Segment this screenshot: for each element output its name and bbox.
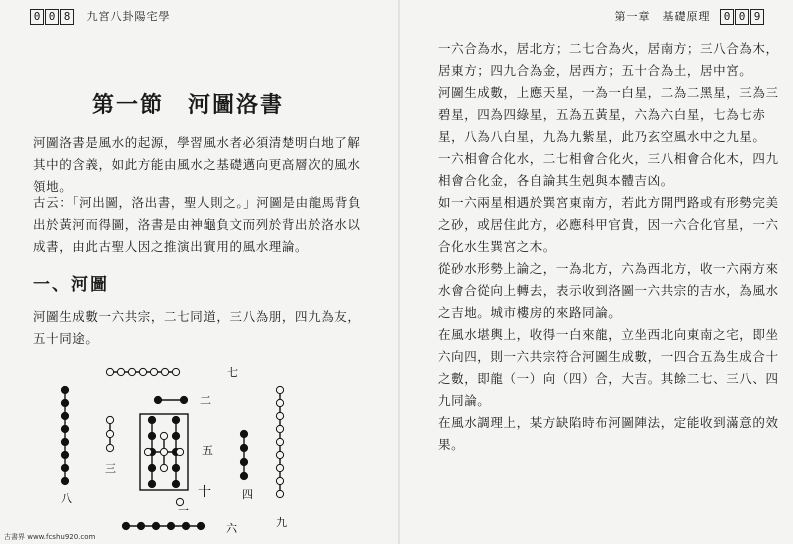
right-page bbox=[400, 0, 793, 544]
five-dot bbox=[176, 448, 183, 455]
label-two: 二 bbox=[200, 394, 211, 407]
right-page-header bbox=[615, 8, 766, 25]
four-dot bbox=[240, 444, 247, 451]
eight-dot bbox=[61, 451, 68, 458]
left-page-number bbox=[30, 9, 75, 25]
six-dot bbox=[122, 522, 129, 529]
footer-watermark: 古書界 www.fcshu920.com bbox=[4, 533, 96, 541]
eight-dot bbox=[61, 477, 68, 484]
nine-dot bbox=[276, 412, 283, 419]
right-paragraph-4: 如一六兩星相遇於巽宮東南方，若此方開門路或有形勢完美之砂，或居住此方，必應科甲官貴，因一六合化官星，一六合化水生巽宮之木。 bbox=[438, 195, 779, 254]
seven-dot bbox=[139, 368, 146, 375]
nine-dot bbox=[276, 399, 283, 406]
left-page-header bbox=[30, 8, 171, 25]
right-page-digit-2: 0 bbox=[735, 9, 749, 25]
seven-dot bbox=[172, 368, 179, 375]
right-paragraph-6: 在風水堪輿上，收得一白來龍，立坐西北向東南之宅，即坐六向四，則一六共宗符合河圖生成數，一四合五為生成合十之數，即龍（一）向（四）合，大吉。其餘二七、三八、四九同論。 bbox=[438, 327, 779, 408]
label-ten: 十 bbox=[198, 485, 212, 500]
six-dot bbox=[137, 522, 144, 529]
three-dot bbox=[106, 430, 113, 437]
six-dot bbox=[152, 522, 159, 529]
eight-dot bbox=[61, 412, 68, 419]
ten-dot bbox=[148, 416, 155, 423]
seven-dot bbox=[128, 368, 135, 375]
paragraph-2: 古云：「河出圖，洛出書，聖人則之。」河圖是由龍馬背負出於黃河而得圖，洛書是由神龜負文而列於背出於洛水以成書，由此古聖人因之推演出實用的風水理論。 bbox=[33, 195, 362, 254]
ten-dot bbox=[172, 432, 179, 439]
right-paragraph-5: 從砂水形勢上論之，一為北方，六為西北方，收一六兩方來水會合從向上轉去，表示收到洛圖一六共宗的吉水，為風水之吉地。城市樓房的來路同論。 bbox=[438, 261, 779, 320]
right-paragraph-7: 在風水調理上，某方缺陷時布河圖陣法，定能收到滿意的效果。 bbox=[438, 415, 779, 452]
label-seven: 七 bbox=[227, 366, 238, 379]
nine-dot bbox=[276, 464, 283, 471]
seven-dot bbox=[150, 368, 157, 375]
right-paragraph-1: 一六合為水，居北方；二七合為火，居南方；三八合為木，居東方；四九合為金，居西方；五十合為土，居中宮。 bbox=[438, 41, 779, 78]
label-five: 五 bbox=[202, 444, 213, 457]
paragraph-3: 河圖生成數一六共宗，二七同道，三八為朋，四九為友，五十同途。 bbox=[33, 309, 361, 346]
three-dot bbox=[106, 416, 113, 423]
seven-dot bbox=[106, 368, 113, 375]
three-dot bbox=[106, 444, 113, 451]
ten-dot bbox=[172, 480, 179, 487]
ten-dot bbox=[148, 480, 155, 487]
label-one: 一 bbox=[178, 504, 189, 517]
label-three: 三 bbox=[105, 462, 116, 475]
five-dot bbox=[160, 448, 167, 455]
ten-dot bbox=[148, 432, 155, 439]
four-dot bbox=[240, 430, 247, 437]
left-page-digit-3: 8 bbox=[60, 9, 74, 25]
nine-dot bbox=[276, 477, 283, 484]
right-page-body bbox=[438, 38, 783, 456]
five-dot bbox=[160, 432, 167, 439]
left-page-digit-2: 0 bbox=[45, 9, 59, 25]
seven-dot bbox=[161, 368, 168, 375]
subsection-title: 一、河圖 bbox=[33, 275, 109, 295]
five-dot bbox=[160, 464, 167, 471]
four-dot bbox=[240, 472, 247, 479]
paragraph-1: 河圖洛書是風水的起源，學習風水者必須清楚明白地了解其中的含義，如此方能由風水之基礎邁向更高層次的風水領地。 bbox=[33, 135, 361, 194]
seven-dot bbox=[117, 368, 124, 375]
right-page-digit-1: 0 bbox=[720, 9, 734, 25]
ten-dot bbox=[172, 416, 179, 423]
six-dot bbox=[197, 522, 204, 529]
two-dot bbox=[154, 396, 161, 403]
label-eight: 八 bbox=[61, 492, 72, 505]
ten-dot bbox=[172, 464, 179, 471]
right-paragraph-3: 一六相會合化水，二七相會合化火，三八相會合化木，四九相會合化金，各自論其生剋與本體吉凶。 bbox=[438, 151, 779, 188]
nine-dot bbox=[276, 386, 283, 393]
label-six: 六 bbox=[226, 522, 237, 535]
left-page-digit-1: 0 bbox=[30, 9, 44, 25]
eight-dot bbox=[61, 386, 68, 393]
eight-dot bbox=[61, 425, 68, 432]
eight-dot bbox=[61, 399, 68, 406]
two-dot bbox=[180, 396, 187, 403]
ten-dot bbox=[148, 464, 155, 471]
label-four: 四 bbox=[242, 488, 253, 501]
right-page-number bbox=[720, 9, 765, 25]
five-dot bbox=[144, 448, 151, 455]
nine-dot bbox=[276, 451, 283, 458]
nine-dot bbox=[276, 425, 283, 432]
hetu-dots bbox=[61, 368, 283, 529]
six-dot bbox=[182, 522, 189, 529]
right-header-title: 第一章 基礎原理 bbox=[614, 10, 711, 23]
six-dot bbox=[167, 522, 174, 529]
hetu-diagram bbox=[30, 360, 287, 540]
label-nine: 九 bbox=[276, 516, 287, 529]
eight-dot bbox=[61, 464, 68, 471]
nine-dot bbox=[276, 490, 283, 497]
right-paragraph-2: 河圖生成數，上應天星，一為一白星，二為二黑星，三為三碧星，四為四綠星，五為五黃星，六為六白星，七為七赤星，八為八白星，九為九紫星，此乃玄空風水中之九星。 bbox=[438, 85, 779, 144]
section-title: 第一節 河圖洛書 bbox=[92, 92, 285, 118]
nine-dot bbox=[276, 438, 283, 445]
eight-dot bbox=[61, 438, 68, 445]
left-header-title: 九宮八卦陽宅學 bbox=[86, 10, 171, 23]
four-dot bbox=[240, 458, 247, 465]
right-page-digit-3: 9 bbox=[750, 9, 764, 25]
